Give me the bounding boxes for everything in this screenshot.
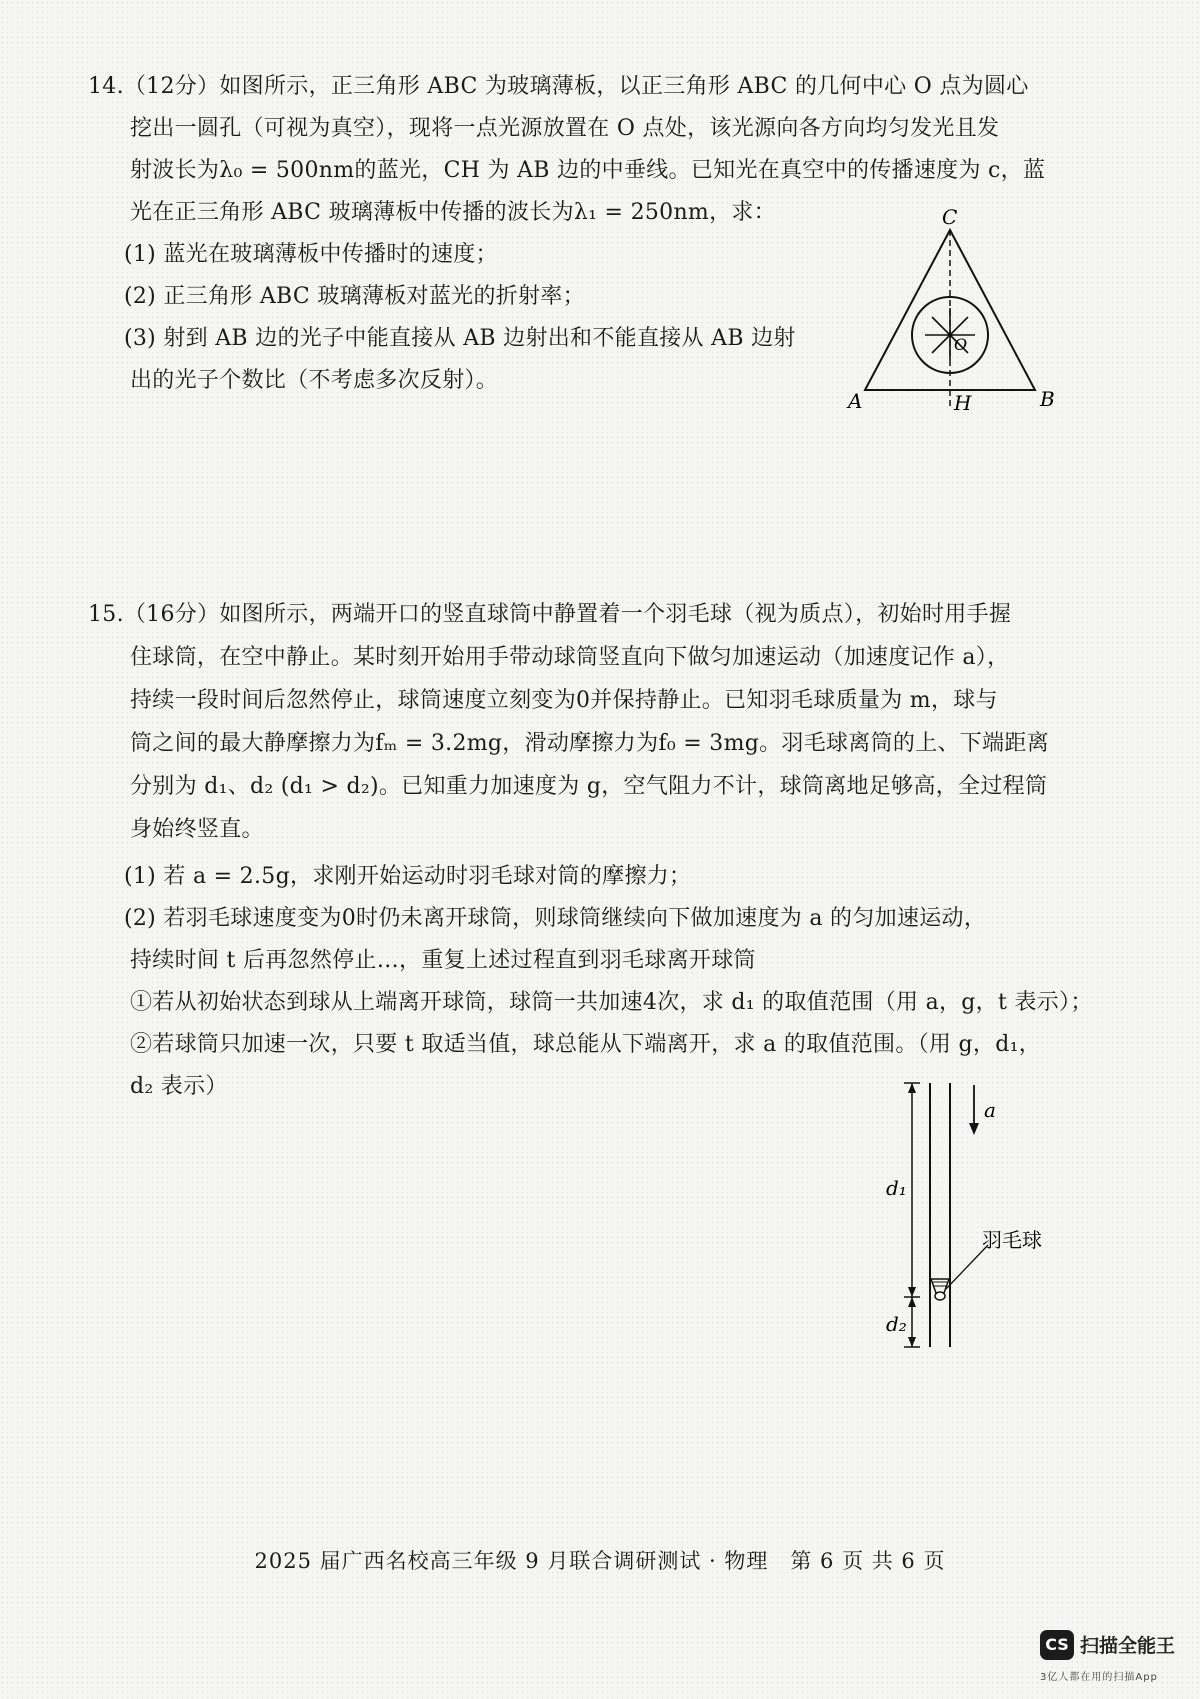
- watermark-tagline: 3亿人都在用的扫描App: [1040, 1672, 1158, 1683]
- q14-line-1: 14.（12分）如图所示，正三角形 ABC 为玻璃薄板，以正三角形 ABC 的几何中心 O 点为圆心: [88, 74, 1029, 99]
- label-a: A: [848, 389, 863, 410]
- label-d1: d₁: [886, 1176, 907, 1200]
- label-d2: d₂: [886, 1312, 907, 1336]
- q15-part-2-1: ①若从初始状态到球从上端离开球筒，球筒一共加速4次，求 d₁ 的取值范围（用 a，g，t 表示）；: [130, 990, 1093, 1015]
- q15-tube-figure: [870, 1075, 1070, 1355]
- q14-line-2: 挖出一圆孔（可视为真空），现将一点光源放置在 O 点处，该光源向各方向均匀发光且发: [130, 116, 1000, 141]
- q15-part-2-2: ②若球筒只加速一次，只要 t 取适当值，球总能从下端离开，求 a 的取值范围。（用 g，d₁，: [130, 1032, 1042, 1057]
- label-c: C: [942, 205, 958, 229]
- q14-triangle-figure: [840, 200, 1060, 410]
- q14-line-3: 射波长为λ₀ = 500nm的蓝光，CH 为 AB 边的中垂线。已知光在真空中的传播速度为 c，蓝: [130, 158, 1046, 183]
- camscanner-watermark: [1040, 1630, 1190, 1690]
- q15-part-2: (2) 若羽毛球速度变为0时仍未离开球筒，则球筒继续向下做加速度为 a 的匀加速运动，: [124, 906, 987, 931]
- page-footer: 2025 届广西名校高三年级 9 月联合调研测试 · 物理 第 6 页 共 6 页: [254, 1549, 946, 1573]
- label-b: B: [1040, 387, 1055, 410]
- label-o: O: [954, 335, 968, 354]
- q14-part-3: (3) 射到 AB 边的光子中能直接从 AB 边射出和不能直接从 AB 边射: [124, 326, 796, 351]
- point-source-o: [948, 333, 953, 338]
- q15-line-2: 住球筒，在空中静止。某时刻开始用手带动球筒竖直向下做匀加速运动（加速度记作 a），: [130, 645, 1010, 670]
- q14-part-3-cont: 出的光子个数比（不考虑多次反射）。: [130, 368, 499, 393]
- watermark-name: 扫描全能王: [1080, 1635, 1176, 1657]
- q14-part-2: (2) 正三角形 ABC 玻璃薄板对蓝光的折射率；: [124, 284, 585, 309]
- q15-line-6: 身始终竖直。: [130, 817, 264, 842]
- q15-part-2-cont: 持续时间 t 后再忽然停止…，重复上述过程直到羽毛球离开球筒: [130, 948, 756, 973]
- label-shuttlecock: 羽毛球: [982, 1228, 1042, 1252]
- label-accel: a: [984, 1098, 996, 1122]
- shuttlecock-icon: [931, 1279, 949, 1300]
- cs-logo-icon: CS: [1040, 1630, 1074, 1660]
- q15-line-4: 筒之间的最大静摩擦力为fₘ = 3.2mg，滑动摩擦力为f₀ = 3mg。羽毛球离筒的上、下端距离: [130, 731, 1050, 756]
- q15-line-3: 持续一段时间后忽然停止，球筒速度立刻变为0并保持静止。已知羽毛球质量为 m，球与: [130, 688, 998, 713]
- q14-part-1: (1) 蓝光在玻璃薄板中传播时的速度；: [124, 242, 498, 267]
- q15-line-5: 分别为 d₁、d₂ (d₁ > d₂)。已知重力加速度为 g，空气阻力不计，球筒离地足够高，全过程筒: [130, 774, 1048, 799]
- label-h: H: [954, 391, 972, 410]
- q15-part-2-2-cont: d₂ 表示）: [130, 1074, 228, 1099]
- q15-line-1: 15.（16分）如图所示，两端开口的竖直球筒中静置着一个羽毛球（视为质点），初始时用手握: [88, 602, 1012, 627]
- q15-part-1: (1) 若 a = 2.5g，求刚开始运动时羽毛球对筒的摩擦力；: [124, 864, 692, 889]
- q14-line-4: 光在正三角形 ABC 玻璃薄板中传播的波长为λ₁ = 250nm，求：: [130, 200, 776, 225]
